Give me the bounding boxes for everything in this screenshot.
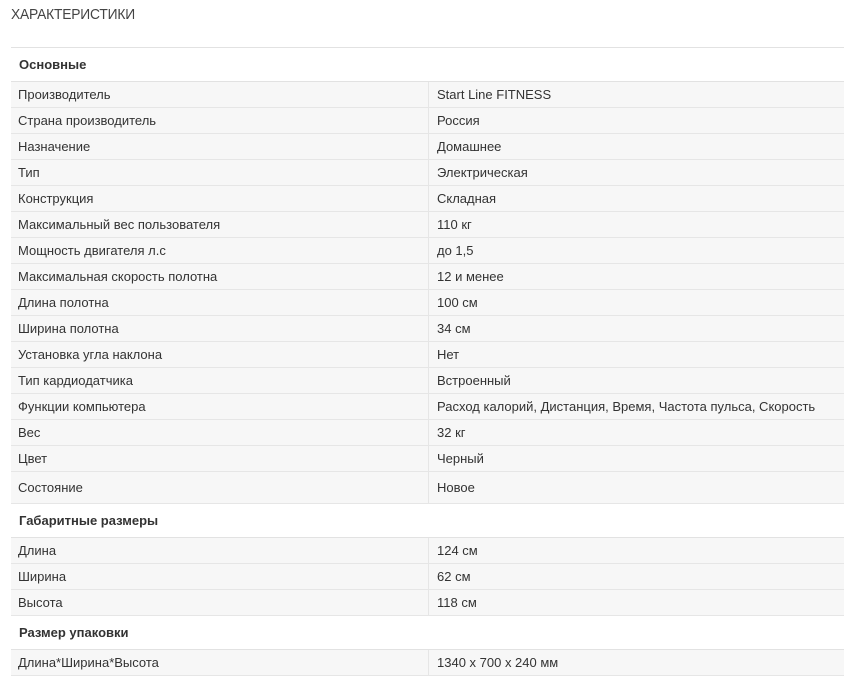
section-header-main: Основные (11, 48, 844, 82)
spec-value: 118 см (437, 595, 477, 610)
spec-value: 110 кг (437, 217, 472, 232)
spec-name: Ширина (11, 564, 429, 589)
spec-value: Россия (437, 113, 480, 128)
spec-name: Тип кардиодатчика (11, 368, 429, 393)
spec-name: Страна производитель (11, 108, 429, 133)
table-row (11, 82, 844, 108)
spec-name: Ширина полотна (11, 316, 429, 341)
spec-name: Максимальная скорость полотна (11, 264, 429, 289)
spec-value: 32 кг (437, 425, 466, 440)
table-row (11, 394, 844, 420)
table-row (11, 186, 844, 212)
table-row (11, 538, 844, 564)
spec-name: Тип (11, 160, 429, 185)
spec-value: Новое (437, 480, 475, 495)
table-row (11, 368, 844, 394)
spec-name: Цвет (11, 446, 429, 471)
table-row (11, 590, 844, 616)
spec-value: Складная (437, 191, 497, 206)
spec-value: 12 и менее (437, 269, 504, 284)
specs-table (11, 47, 844, 676)
page-title: ХАРАКТЕРИСТИКИ (11, 6, 135, 23)
table-row (11, 420, 844, 446)
section-header-dimensions: Габаритные размеры (11, 504, 844, 538)
spec-name: Функции компьютера (11, 394, 429, 419)
spec-name: Максимальный вес пользователя (11, 212, 429, 237)
table-row (11, 472, 844, 504)
spec-name: Установка угла наклона (11, 342, 429, 367)
spec-value: Нет (437, 347, 460, 362)
table-row (11, 342, 844, 368)
table-row (11, 446, 844, 472)
spec-value: Встроенный (437, 373, 511, 388)
spec-value: 124 см (437, 543, 478, 558)
spec-value: Start Line FITNESS (437, 87, 552, 102)
table-row (11, 108, 844, 134)
spec-name: Состояние (11, 472, 429, 503)
spec-value: Домашнее (437, 139, 502, 154)
spec-value: до 1,5 (437, 243, 474, 258)
spec-name: Вес (11, 420, 429, 445)
spec-value: Черный (437, 451, 484, 466)
spec-name: Мощность двигателя л.с (11, 238, 429, 263)
spec-name: Длина полотна (11, 290, 429, 315)
spec-name: Длина*Ширина*Высота (11, 650, 429, 675)
table-row (11, 134, 844, 160)
spec-value: 1340 x 700 x 240 мм (437, 655, 559, 670)
spec-name: Конструкция (11, 186, 429, 211)
table-row (11, 238, 844, 264)
spec-name: Назначение (11, 134, 429, 159)
section-header-package: Размер упаковки (11, 616, 844, 650)
spec-name: Длина (11, 538, 429, 563)
spec-value: Расход калорий, Дистанция, Время, Частота пульса, Скорость (437, 399, 816, 414)
spec-name: Высота (11, 590, 429, 615)
table-row (11, 290, 844, 316)
table-row (11, 564, 844, 590)
spec-value: 62 см (437, 569, 471, 584)
spec-value: Электрическая (437, 165, 528, 180)
spec-name: Производитель (11, 82, 429, 107)
table-row (11, 212, 844, 238)
table-row (11, 650, 844, 676)
table-row (11, 264, 844, 290)
table-row (11, 160, 844, 186)
spec-value: 100 см (437, 295, 478, 310)
spec-value: 34 см (437, 321, 471, 336)
table-row (11, 316, 844, 342)
